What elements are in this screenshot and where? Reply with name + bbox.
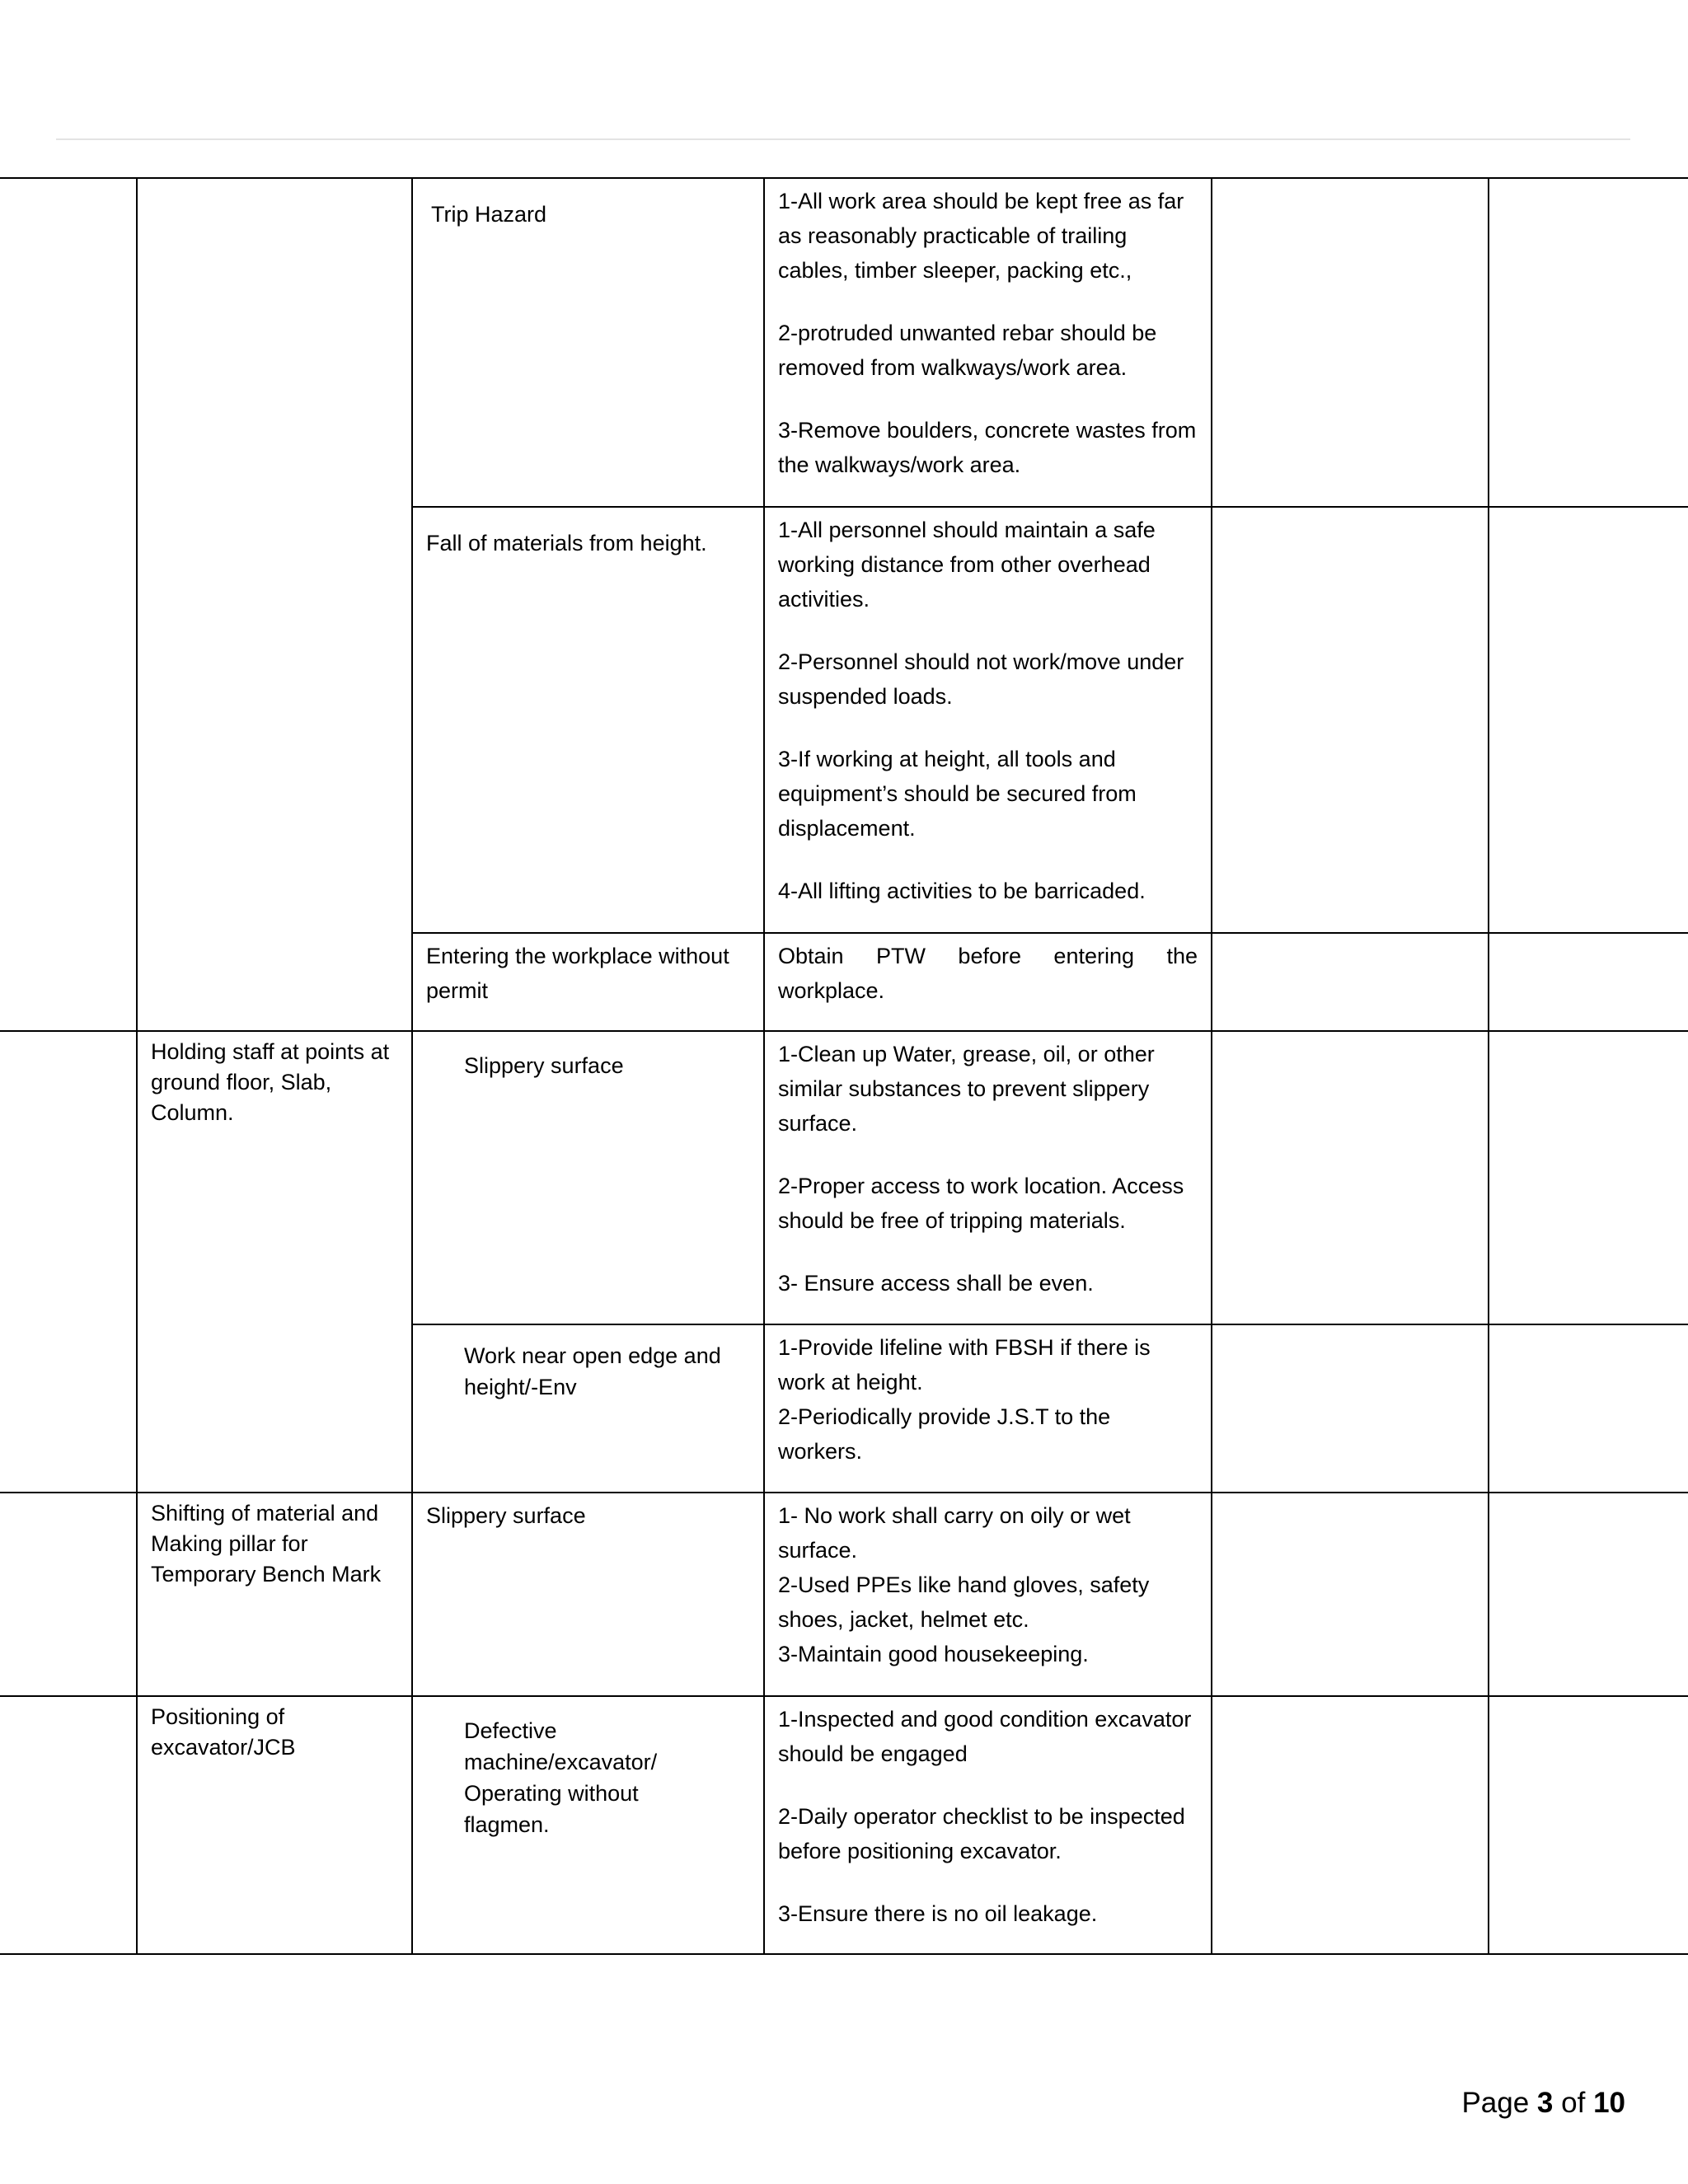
table-row: [0, 178, 1688, 507]
control-cell: [764, 178, 1212, 507]
page-current: 3: [1536, 2087, 1554, 2119]
page-number: [1461, 2087, 1625, 2120]
header-rule: [56, 138, 1630, 140]
hazard-text: Slippery surface: [426, 1503, 586, 1528]
hazard-text: Work near open edge and height/-Env: [464, 1343, 721, 1399]
table-row: [0, 1696, 1688, 1954]
control-measure: 4-All lifting activities to be barricaded.: [778, 879, 1146, 903]
empty-cell: [1489, 178, 1688, 507]
control-measure: 1-Inspected and good condition excavator should be engaged: [778, 1707, 1192, 1766]
sequence-cell: [0, 178, 137, 1031]
control-measure: 1-Clean up Water, grease, oil, or other similar substances to prevent slippery surface.: [778, 1042, 1155, 1136]
sequence-cell: [0, 1493, 137, 1696]
hazard-cell: [412, 1324, 764, 1493]
control-measure: 3-Remove boulders, concrete wastes from the walkways/work area.: [778, 418, 1197, 477]
control-cell: [764, 1324, 1212, 1493]
empty-cell: [1212, 1696, 1489, 1954]
empty-cell: [1212, 178, 1489, 507]
control-measure: 2-Periodically provide J.S.T to the workers.: [778, 1404, 1111, 1464]
control-cell: [764, 933, 1212, 1031]
control-measure: 2-Proper access to work location. Access should be free of tripping materials.: [778, 1174, 1184, 1233]
control-measure: 1-All work area should be kept free as far as reasonably practicable of trailing cables, timber sleeper, packing etc.,: [778, 189, 1184, 283]
empty-cell: [1489, 1696, 1688, 1954]
control-measure: Obtain PTW before entering the: [778, 944, 1198, 968]
page-of-label: of: [1561, 2087, 1586, 2119]
hazard-cell: [412, 507, 764, 933]
empty-cell: [1212, 1031, 1489, 1324]
page-total: 10: [1593, 2087, 1625, 2119]
empty-cell: [1489, 933, 1688, 1031]
empty-cell: [1212, 1324, 1489, 1493]
table-row: [0, 1493, 1688, 1696]
activity-cell: [137, 1031, 412, 1493]
control-measure: 3-If working at height, all tools and equipment’s should be secured from displacement.: [778, 747, 1137, 841]
hazard-cell: [412, 933, 764, 1031]
risk-assessment-table: [0, 177, 1688, 1955]
hazard-text: Defective machine/excavator/ Operating without flagmen.: [464, 1718, 658, 1837]
hazard-text: Slippery surface: [464, 1053, 624, 1078]
hazard-text: Fall of materials from height.: [426, 531, 707, 555]
empty-cell: [1212, 507, 1489, 933]
sequence-cell: [0, 1031, 137, 1493]
control-measure: 1- No work shall carry on oily or wet surface.: [778, 1503, 1131, 1563]
control-cell: [764, 1696, 1212, 1954]
control-measure: 3-Maintain good housekeeping.: [778, 1642, 1089, 1666]
empty-cell: [1489, 1324, 1688, 1493]
activity-text: Positioning of excavator/JCB: [151, 1704, 296, 1760]
hazard-cell: [412, 1493, 764, 1696]
control-measure: 3- Ensure access shall be even.: [778, 1271, 1094, 1296]
hazard-cell: [412, 178, 764, 507]
activity-cell: [137, 1696, 412, 1954]
control-measure: 1-Provide lifeline with FBSH if there is work at height.: [778, 1335, 1151, 1394]
control-cell: [764, 507, 1212, 933]
table-row: [0, 1031, 1688, 1324]
control-cell: [764, 1031, 1212, 1324]
hazard-cell: [412, 1031, 764, 1324]
control-measure: 1-All personnel should maintain a safe working distance from other overhead activities.: [778, 518, 1156, 612]
control-measure: 2-protruded unwanted rebar should be removed from walkways/work area.: [778, 321, 1157, 380]
activity-text: Shifting of material and Making pillar for Temporary Bench Mark: [151, 1501, 382, 1586]
empty-cell: [1489, 507, 1688, 933]
control-measure: 2-Daily operator checklist to be inspected before positioning excavator.: [778, 1804, 1185, 1863]
activity-cell: [137, 1493, 412, 1696]
empty-cell: [1212, 933, 1489, 1031]
hazard-cell: [412, 1696, 764, 1954]
activity-cell: [137, 178, 412, 1031]
hazard-text: Trip Hazard: [431, 202, 547, 227]
empty-cell: [1489, 1493, 1688, 1696]
control-measure: workplace.: [778, 978, 885, 1003]
hazard-text: Entering the workplace without permit: [426, 944, 729, 1003]
control-cell: [764, 1493, 1212, 1696]
control-measure: 2-Personnel should not work/move under suspended loads.: [778, 649, 1184, 709]
activity-text: Holding staff at points at ground floor, Slab, Column.: [151, 1039, 390, 1125]
page-label: Page: [1461, 2087, 1530, 2119]
control-measure: 3-Ensure there is no oil leakage.: [778, 1901, 1098, 1926]
control-measure: 2-Used PPEs like hand gloves, safety shoes, jacket, helmet etc.: [778, 1572, 1150, 1632]
empty-cell: [1212, 1493, 1489, 1696]
sequence-cell: [0, 1696, 137, 1954]
empty-cell: [1489, 1031, 1688, 1324]
